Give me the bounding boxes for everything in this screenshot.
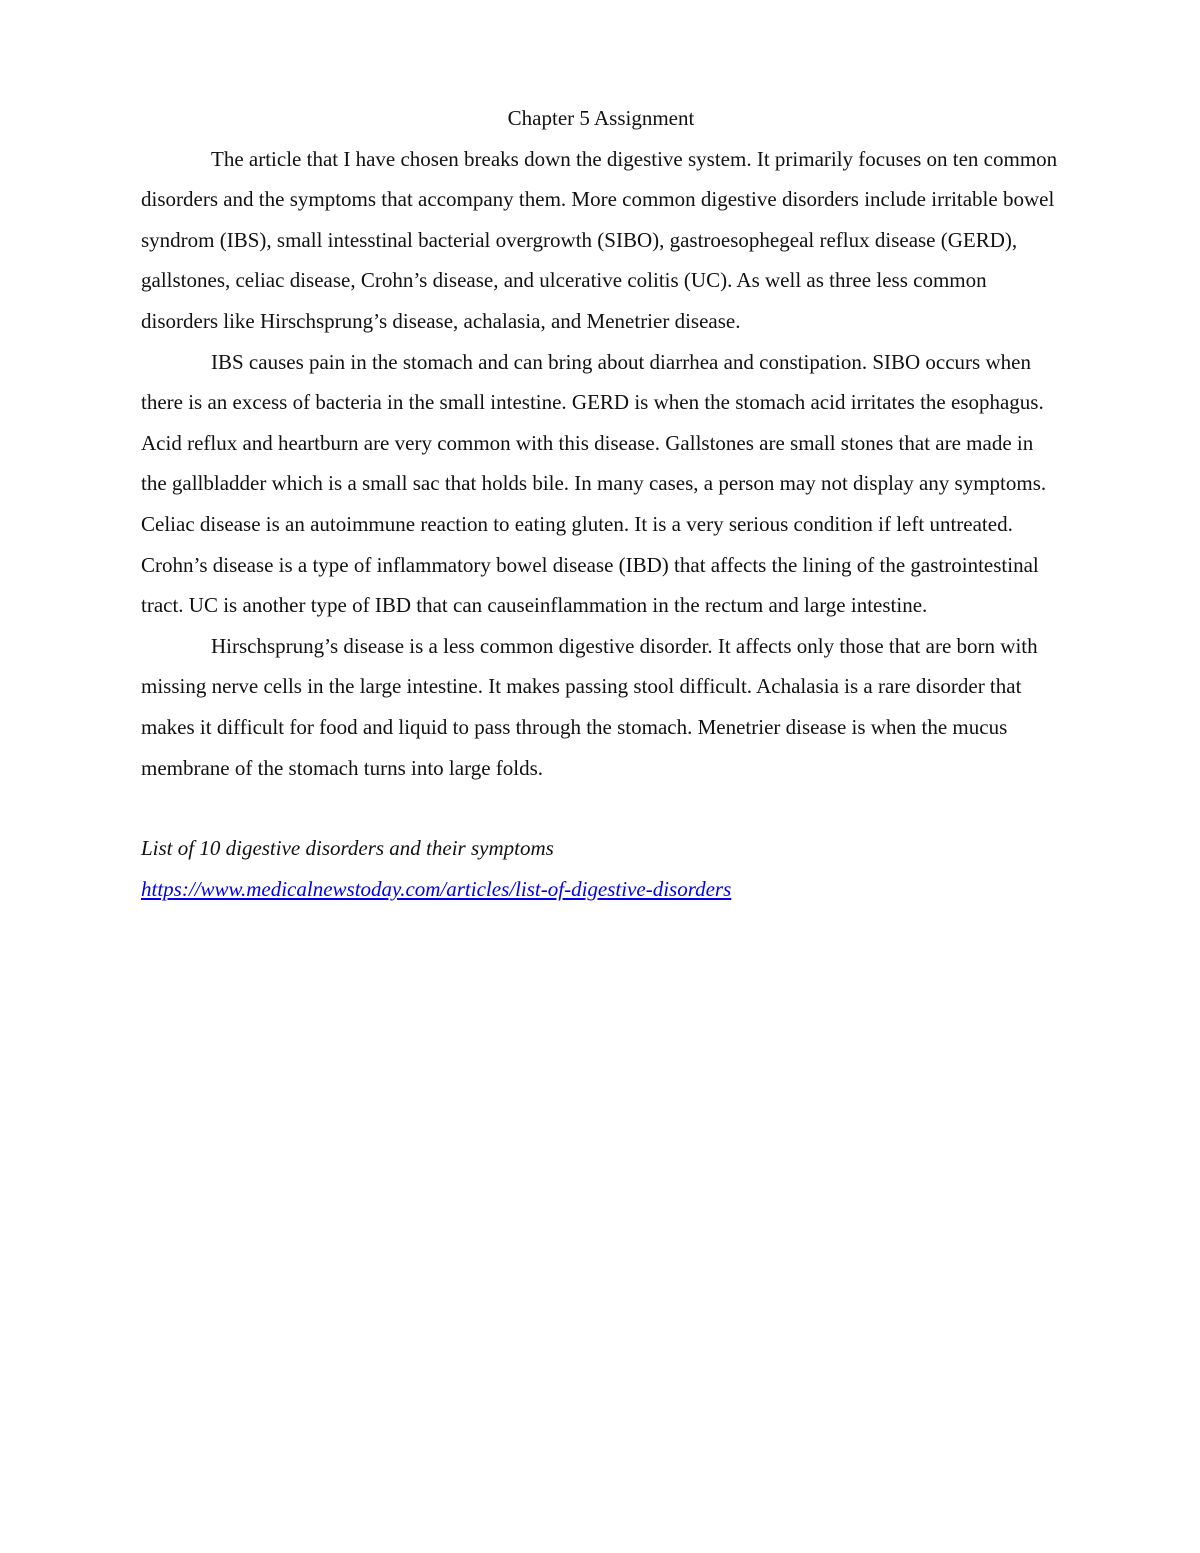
paragraph-common-disorders: IBS causes pain in the stomach and can bring about diarrhea and constipation. SIBO occurs when there is an excess of bacteria in the small intestine. GERD is when the stomach acid irritates the esophagus. Acid reflux and heartburn are very common with this disease. Gallstones are small stones that are made in the gallbladder which is a small sac that holds bile. In many cases, a person may not display any symptoms. Celiac disease is an autoimmune reaction to eating gluten. It is a very serious condition if left untreated. Crohn’s disease is a type of inflammatory bowel disease (IBD) that affects the lining of the gastrointestinal tract. UC is another type of IBD that can causeinflammation in the rectum and large intestine. [141, 349, 1047, 618]
source-citation [141, 828, 1061, 909]
source-link[interactable]: https://www.medicalnewstoday.com/articles/list-of-digestive-disorders [141, 876, 732, 901]
source-title: List of 10 digestive disorders and their symptoms [141, 836, 554, 861]
paragraph-intro: The article that I have chosen breaks down the digestive system. It primarily focuses on ten common disorders and the symptoms that accompany them. More common digestive disorders include irritable bowel syndrom (IBS), small intesstinal bacterial overgrowth (SIBO), gastroesophegeal reflux disease (GERD), gallstones, celiac disease, Crohn’s disease, and ulcerative colitis (UC). As well as three less common disorders like Hirschsprung’s disease, achalasia, and Menetrier disease. [141, 146, 1058, 333]
page-title: Chapter 5 Assignment [507, 106, 695, 130]
paragraph-less-common-disorders: Hirschsprung’s disease is a less common digestive disorder. It affects only those that are born with missing nerve cells in the large intestine. It makes passing stool difficult. Achalasia is a rare disorder that makes it difficult for food and liquid to pass through the stomach. Menetrier disease is when the mucus membrane of the stomach turns into large folds. [141, 633, 1038, 780]
document-body [141, 98, 1061, 909]
